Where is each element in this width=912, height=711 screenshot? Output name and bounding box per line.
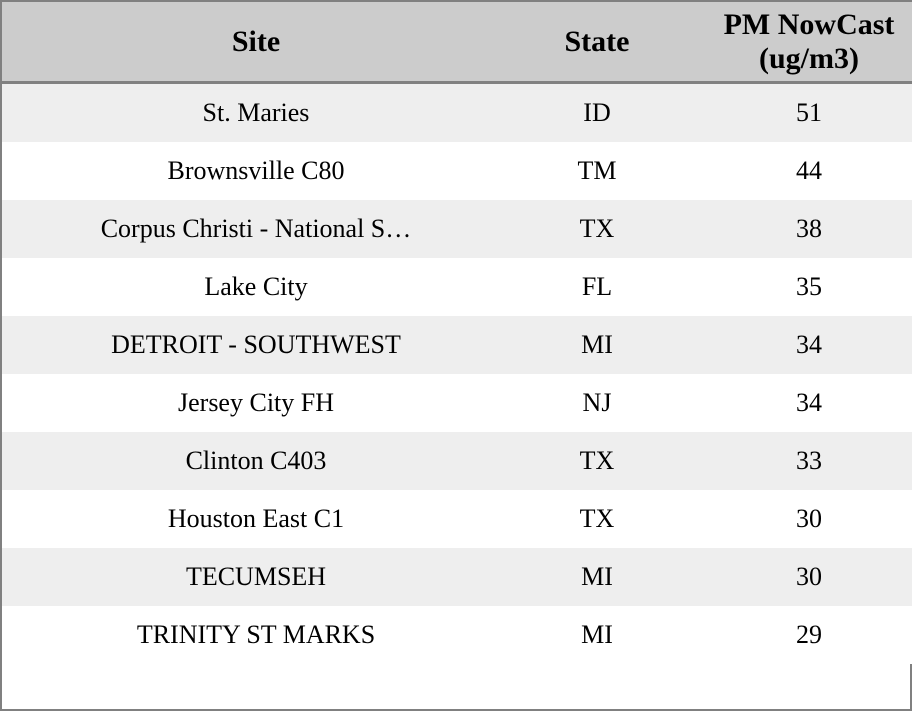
table-header-row xyxy=(2,2,912,83)
cell-state: ID xyxy=(510,83,684,143)
table-row xyxy=(2,142,912,200)
cell-state: NJ xyxy=(510,374,684,432)
table-body xyxy=(2,83,912,665)
cell-site: TRINITY ST MARKS xyxy=(2,606,510,664)
cell-state: MI xyxy=(510,606,684,664)
cell-pm-nowcast: 51 xyxy=(684,83,912,143)
cell-site: Brownsville C80 xyxy=(2,142,510,200)
table-row xyxy=(2,83,912,143)
column-header-pm-nowcast[interactable]: PM NowCast (ug/m3) xyxy=(684,2,912,83)
cell-pm-nowcast: 35 xyxy=(684,258,912,316)
cell-site: Corpus Christi - National S… xyxy=(2,200,510,258)
table-row xyxy=(2,374,912,432)
cell-site: Clinton C403 xyxy=(2,432,510,490)
cell-pm-nowcast: 30 xyxy=(684,490,912,548)
table-row xyxy=(2,200,912,258)
cell-pm-nowcast: 34 xyxy=(684,374,912,432)
air-quality-table xyxy=(2,2,912,664)
cell-state: FL xyxy=(510,258,684,316)
cell-pm-nowcast: 33 xyxy=(684,432,912,490)
cell-site: Houston East C1 xyxy=(2,490,510,548)
table-header xyxy=(2,2,912,83)
cell-pm-nowcast: 30 xyxy=(684,548,912,606)
cell-site: TECUMSEH xyxy=(2,548,510,606)
cell-site: St. Maries xyxy=(2,83,510,143)
table-row xyxy=(2,490,912,548)
cell-pm-nowcast: 34 xyxy=(684,316,912,374)
cell-state: TM xyxy=(510,142,684,200)
cell-site: DETROIT - SOUTHWEST xyxy=(2,316,510,374)
table-row xyxy=(2,432,912,490)
cell-state: TX xyxy=(510,490,684,548)
column-header-site[interactable]: Site xyxy=(2,2,510,83)
table-row xyxy=(2,548,912,606)
cell-state: TX xyxy=(510,432,684,490)
cell-pm-nowcast: 29 xyxy=(684,606,912,664)
table-row xyxy=(2,606,912,664)
cell-site: Lake City xyxy=(2,258,510,316)
cell-pm-nowcast: 44 xyxy=(684,142,912,200)
cell-state: TX xyxy=(510,200,684,258)
cell-site: Jersey City FH xyxy=(2,374,510,432)
cell-pm-nowcast: 38 xyxy=(684,200,912,258)
cell-state: MI xyxy=(510,548,684,606)
table-row xyxy=(2,258,912,316)
cell-state: MI xyxy=(510,316,684,374)
table-row xyxy=(2,316,912,374)
column-header-state[interactable]: State xyxy=(510,2,684,83)
